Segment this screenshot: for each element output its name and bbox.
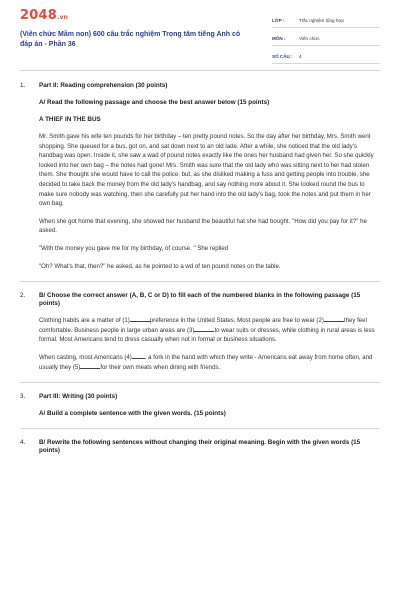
meta-key: LỚP : bbox=[272, 18, 285, 23]
site-logo[interactable]: 2048.vn bbox=[20, 8, 69, 23]
questions-list bbox=[20, 82, 380, 455]
meta-row-class bbox=[272, 14, 380, 28]
meta-key: SỐ CÂU : bbox=[272, 54, 293, 59]
cloze-paragraph: When casting, most Americans (4) . a fork in the hand with which they write - Americans eat away from home often, and usually they (5) for their own meals when dining with friends. bbox=[39, 353, 373, 371]
passage-title: A THIEF IN THE BUS bbox=[39, 116, 101, 123]
meta-key: MÔN : bbox=[272, 36, 286, 41]
instruction: A/ Read the following passage and choose the best answer below (15 points) bbox=[39, 99, 270, 106]
passage-paragraph: "Oh? What's that, then?" he asked, as he pointed to a wd of ten pound notes on the table. bbox=[39, 262, 281, 270]
part-heading: B/ Rewrite the following sentences without changing their original meaning. Begin with the given words (15 points) bbox=[39, 439, 361, 455]
question-number: 1. bbox=[20, 82, 26, 89]
question-3 bbox=[20, 393, 380, 418]
question-number: 3. bbox=[20, 393, 26, 401]
question-number: 2. bbox=[20, 292, 26, 300]
blank-5 bbox=[80, 363, 100, 369]
meta-row-subject bbox=[272, 32, 380, 46]
cloze-paragraph: Clothing habits are a matter of (1) preference in the United States. Most people are free to wear (2) they feel comfortable. Business people in large urban areas are (3) to wear suits or dresses, while clothing in rural areas is less formal. Most Americans tend to dress casually when not in formal or business situations. bbox=[39, 317, 375, 344]
meta-value: Viên chức bbox=[299, 36, 320, 41]
question-divider bbox=[20, 428, 380, 429]
meta-row-count bbox=[272, 50, 380, 64]
page-header bbox=[20, 8, 380, 66]
meta-value: Trắc nghiệm tổng hợp bbox=[299, 18, 344, 23]
passage-paragraph: When she got home that evening, she showed her husband the beautiful hat she had bought. "How did you pay for it?" he asked. bbox=[39, 217, 367, 235]
blank-3 bbox=[194, 326, 214, 332]
question-number: 4. bbox=[20, 439, 26, 447]
question-1 bbox=[20, 82, 380, 271]
meta-panel bbox=[272, 14, 380, 68]
instruction: A/ Build a complete sentence with the given words. (15 points) bbox=[39, 410, 226, 418]
blank-2 bbox=[324, 316, 344, 322]
part-heading: Part III: Writing (30 points) bbox=[39, 393, 118, 401]
header-divider bbox=[20, 70, 380, 71]
passage-paragraph: "With the money you gave me for my birthday, of course. " She replied bbox=[39, 244, 229, 252]
question-2 bbox=[20, 292, 380, 372]
passage-paragraph: Mr. Smith gave his wife ten pounds for her birthday – ten pretty pound notes. So the day after her birthday, Mrs. Smith went shopping. She queued for a bus, got on, and sat down next to an old lade. After a while, she noticed that the old lady's handbag was open. Inside it, she saw a wad of pound notes exactly like the ones her husband had given her. So she quickly looked into her own bag – the notes had gone! Mrs. Smith was sure that the old lady who was sitting next to her had stolen them. She thought she would have to call the police, but, as she disliked making a fuss and getting people into trouble, she decided to take back the money from the old lady's handbag, and say nothing more about it. She looked round the bus to make sure nobody was watching, then she carefully put her hand into the old lady's bag, took the notes and put them in her own bag. bbox=[39, 133, 374, 208]
blank-4 bbox=[132, 353, 145, 359]
question-divider bbox=[20, 382, 380, 383]
question-4 bbox=[20, 439, 380, 455]
question-divider bbox=[20, 281, 380, 282]
document-title: (Viên chức Mầm non) 600 câu trắc nghiệm Trọng tâm tiếng Anh có đáp án - Phần 36 bbox=[20, 31, 241, 48]
blank-1 bbox=[130, 316, 150, 322]
meta-value: 4 bbox=[299, 54, 302, 59]
part-heading: Part II: Reading comprehension (30 points) bbox=[39, 82, 168, 89]
part-heading: B/ Choose the correct answer (A, B, C or D) to fill each of the numbered blanks in the following passage (15 points) bbox=[39, 292, 361, 308]
